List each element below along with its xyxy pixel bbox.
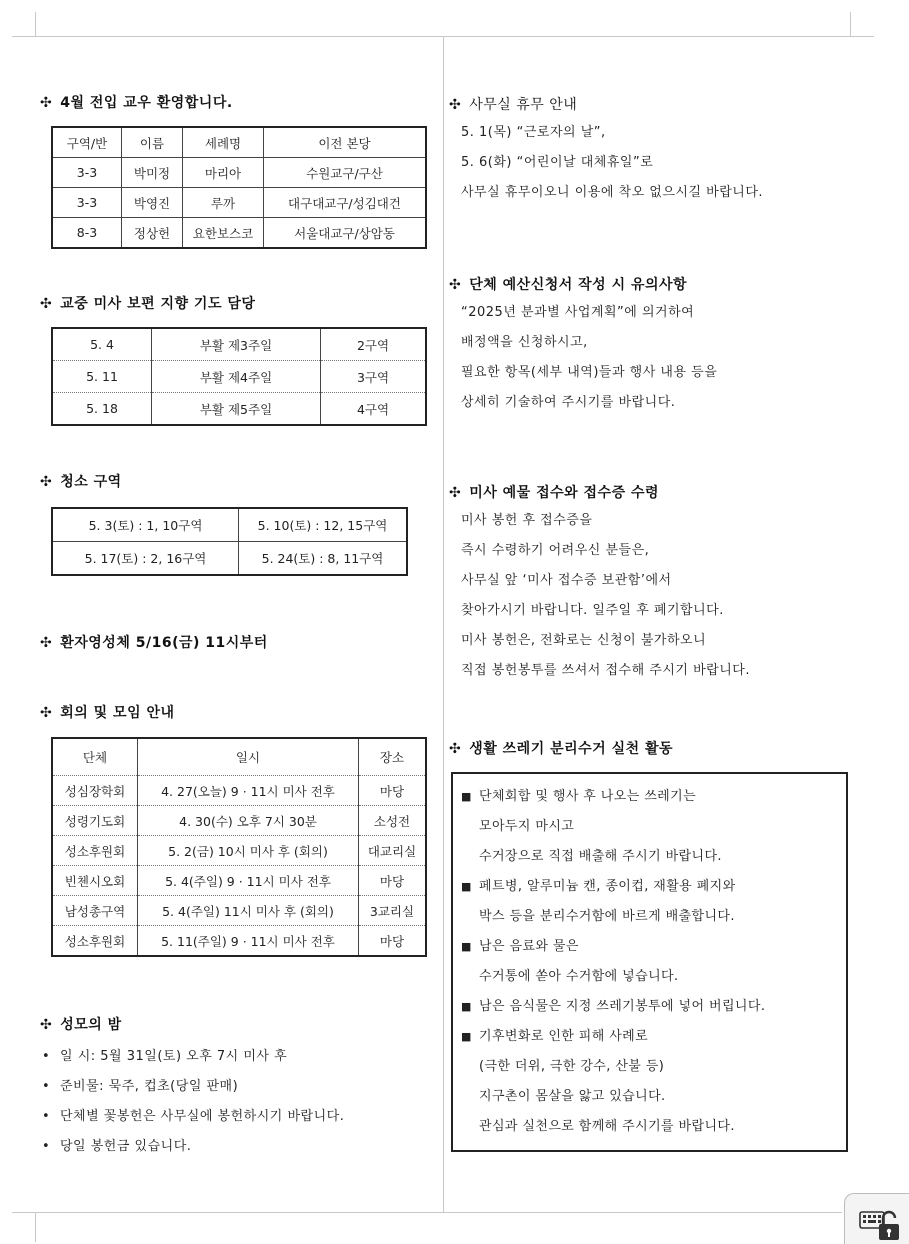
table-header: 구역/반 — [52, 127, 122, 158]
section-bullet-icon: ✣ — [449, 741, 462, 757]
table-cell: 마당 — [359, 866, 427, 896]
table-cell: 대구대교구/성김대건 — [264, 188, 427, 218]
section-bullet-icon: ✣ — [40, 635, 53, 651]
table-cell: 마리아 — [183, 158, 264, 188]
text-line: 5. 1(목) “근로자의 날”, — [461, 125, 606, 140]
square-bullet-icon: ■ — [461, 1000, 472, 1013]
text-line: 필요한 항목(세부 내역)들과 행사 내용 등을 — [461, 365, 718, 380]
prayer-title: ✣ 교중 미사 보편 지향 기도 담당 — [40, 296, 256, 312]
table-cell: 4구역 — [321, 393, 427, 426]
mary-night-list — [42, 1042, 344, 1162]
table-row — [52, 542, 407, 576]
table-cell: 요한보스코 — [183, 218, 264, 249]
sick-communion-title: ✣ 환자영성체 5/16(금) 11시부터 — [40, 635, 268, 651]
mass-offering-text — [461, 506, 750, 686]
prayer-table — [51, 327, 427, 426]
list-item: • 일 시: 5월 31일(토) 오후 7시 미사 후 — [42, 1042, 344, 1072]
text-line: 배정액을 신청하시고, — [461, 335, 588, 350]
section-bullet-icon: ✣ — [449, 97, 462, 113]
table-header: 일시 — [138, 738, 359, 776]
list-item: ■ 단체회합 및 행사 후 나오는 쓰레기는 — [461, 782, 836, 812]
table-row — [52, 926, 426, 957]
table-row — [52, 896, 426, 926]
welcome-table — [51, 126, 427, 249]
table-cell: 5. 17(토) : 2, 16구역 — [52, 542, 239, 576]
table-cell: 3-3 — [52, 188, 122, 218]
table-row — [52, 836, 426, 866]
text-line: 관심과 실천으로 함께해 주시기를 바랍니다. — [479, 1119, 735, 1134]
list-item: ■ 기후변화로 인한 피해 사례로 — [461, 1022, 836, 1052]
square-bullet-icon: ■ — [461, 790, 472, 803]
table-header-row — [52, 127, 426, 158]
text-line: 직접 봉헌봉투를 쓰셔서 접수해 주시기 바랍니다. — [461, 663, 750, 678]
table-cell: 남성총구역 — [52, 896, 138, 926]
table-cell: 8-3 — [52, 218, 122, 249]
square-bullet-icon: ■ — [461, 880, 472, 893]
table-cell: 박영진 — [122, 188, 183, 218]
table-row — [52, 218, 426, 249]
text-line: 5. 6(화) “어린이날 대체휴일”로 — [461, 155, 654, 170]
table-row — [52, 776, 426, 806]
table-cell: 4. 30(수) 오후 7시 30분 — [138, 806, 359, 836]
table-cell: 5. 4(주일) 11시 미사 후 (회의) — [138, 896, 359, 926]
text-line: “2025년 분과별 사업계획”에 의거하여 — [461, 305, 695, 320]
text-line: 사무실 앞 ‘미사 접수증 보관함’에서 — [461, 573, 672, 588]
table-cell: 3교리실 — [359, 896, 427, 926]
table-header: 이전 본당 — [264, 127, 427, 158]
table-cell: 빈첸시오회 — [52, 866, 138, 896]
text-line: 상세히 기술하여 주시기를 바랍니다. — [461, 395, 676, 410]
text-line: (극한 더위, 극한 강수, 산불 등) — [479, 1059, 665, 1074]
section-bullet-icon: ✣ — [40, 705, 53, 721]
section-bullet-icon: ✣ — [449, 485, 462, 501]
top-left-tick — [35, 12, 36, 36]
table-cell: 서울대교구/상암동 — [264, 218, 427, 249]
square-bullet-icon: ■ — [461, 940, 472, 953]
table-cell: 5. 10(토) : 12, 15구역 — [239, 508, 408, 542]
table-cell: 5. 18 — [52, 393, 152, 426]
keyboard-lock-button[interactable] — [844, 1193, 909, 1244]
table-cell: 성령기도회 — [52, 806, 138, 836]
text-line: 사무실 휴무이오니 이용에 착오 없으시길 바랍니다. — [461, 185, 764, 200]
table-cell: 소성전 — [359, 806, 427, 836]
table-cell: 성심장학회 — [52, 776, 138, 806]
list-item: • 준비물: 묵주, 컵초(당일 판매) — [42, 1072, 344, 1102]
table-header-row — [52, 738, 426, 776]
text-line: 모아두지 마시고 — [479, 819, 575, 834]
budget-title: ✣ 단체 예산신청서 작성 시 유의사항 — [449, 277, 688, 293]
table-cell: 루까 — [183, 188, 264, 218]
budget-text — [461, 298, 717, 418]
table-cell: 대교리실 — [359, 836, 427, 866]
table-cell: 정상헌 — [122, 218, 183, 249]
mary-night-title: ✣ 성모의 밤 — [40, 1017, 122, 1033]
cleaning-table — [51, 507, 408, 576]
table-cell: 5. 11(주일) 9 · 11시 미사 전후 — [138, 926, 359, 957]
list-item: • 단체별 꽃봉헌은 사무실에 봉헌하시기 바랍니다. — [42, 1102, 344, 1132]
table-cell: 5. 3(토) : 1, 10구역 — [52, 508, 239, 542]
square-bullet-icon: ■ — [461, 1030, 472, 1043]
table-header: 장소 — [359, 738, 427, 776]
table-cell: 성소후원회 — [52, 926, 138, 957]
table-cell: 성소후원회 — [52, 836, 138, 866]
table-cell: 3-3 — [52, 158, 122, 188]
table-header: 이름 — [122, 127, 183, 158]
table-cell: 3구역 — [321, 361, 427, 393]
table-cell: 부활 제5주일 — [152, 393, 321, 426]
recycle-box — [451, 772, 848, 1152]
table-row — [52, 361, 426, 393]
table-row — [52, 188, 426, 218]
text-line: 즉시 수령하기 어려우신 분들은, — [461, 543, 650, 558]
table-header: 세례명 — [183, 127, 264, 158]
text-line: 미사 봉헌 후 접수증을 — [461, 513, 593, 528]
table-cell: 4. 27(오늘) 9 · 11시 미사 전후 — [138, 776, 359, 806]
table-row — [52, 158, 426, 188]
mass-offering-title: ✣ 미사 예물 접수와 접수증 수령 — [449, 485, 660, 501]
text-line: 미사 봉헌은, 전화로는 신청이 불가하오니 — [461, 633, 707, 648]
table-cell: 부활 제4주일 — [152, 361, 321, 393]
text-line: 수거통에 쏟아 수거함에 넣습니다. — [479, 969, 679, 984]
table-cell: 마당 — [359, 926, 427, 957]
bottom-rule — [12, 1212, 842, 1213]
section-bullet-icon: ✣ — [40, 1017, 53, 1033]
list-item: ■ 페트병, 알루미늄 캔, 종이컵, 재활용 폐지와 — [461, 872, 836, 902]
column-divider — [443, 37, 444, 1212]
table-cell: 부활 제3주일 — [152, 328, 321, 361]
section-bullet-icon: ✣ — [40, 474, 53, 490]
table-cell: 5. 24(토) : 8, 11구역 — [239, 542, 408, 576]
list-item: • 당일 봉헌금 있습니다. — [42, 1132, 344, 1162]
table-cell: 5. 11 — [52, 361, 152, 393]
office-closed-title: ✣ 사무실 휴무 안내 — [449, 97, 578, 113]
list-item: ■ 남은 음식물은 지정 쓰레기봉투에 넣어 버립니다. — [461, 992, 836, 1022]
list-item: ■ 남은 음료와 물은 — [461, 932, 836, 962]
meeting-table — [51, 737, 427, 957]
text-line: 수거장으로 직접 배출해 주시기 바랍니다. — [479, 849, 722, 864]
text-line: 박스 등을 분리수거함에 바르게 배출합니다. — [479, 909, 735, 924]
table-header: 단체 — [52, 738, 138, 776]
table-row — [52, 508, 407, 542]
meeting-title: ✣ 회의 및 모임 안내 — [40, 705, 175, 721]
cleaning-title: ✣ 청소 구역 — [40, 474, 122, 490]
table-cell: 수원교구/구산 — [264, 158, 427, 188]
section-bullet-icon: ✣ — [40, 95, 53, 111]
text-line: 지구촌이 몸살을 앓고 있습니다. — [479, 1089, 666, 1104]
section-bullet-icon: ✣ — [449, 277, 462, 293]
table-cell: 마당 — [359, 776, 427, 806]
bottom-left-tick — [35, 1212, 36, 1242]
table-cell: 박미정 — [122, 158, 183, 188]
table-cell: 2구역 — [321, 328, 427, 361]
recycle-title: ✣ 생활 쓰레기 분리수거 실천 활동 — [449, 741, 674, 757]
section-bullet-icon: ✣ — [40, 296, 53, 312]
table-cell: 5. 4 — [52, 328, 152, 361]
office-closed-text — [461, 118, 763, 208]
table-cell: 5. 2(금) 10시 미사 후 (회의) — [138, 836, 359, 866]
keyboard-lock-icon — [859, 1206, 903, 1242]
table-row — [52, 393, 426, 426]
welcome-title: ✣ 4월 전입 교우 환영합니다. — [40, 95, 233, 111]
top-right-tick — [850, 12, 851, 36]
table-row — [52, 328, 426, 361]
table-row — [52, 806, 426, 836]
text-line: 찾아가시기 바랍니다. 일주일 후 폐기합니다. — [461, 603, 724, 618]
table-cell: 5. 4(주일) 9 · 11시 미사 전후 — [138, 866, 359, 896]
table-row — [52, 866, 426, 896]
